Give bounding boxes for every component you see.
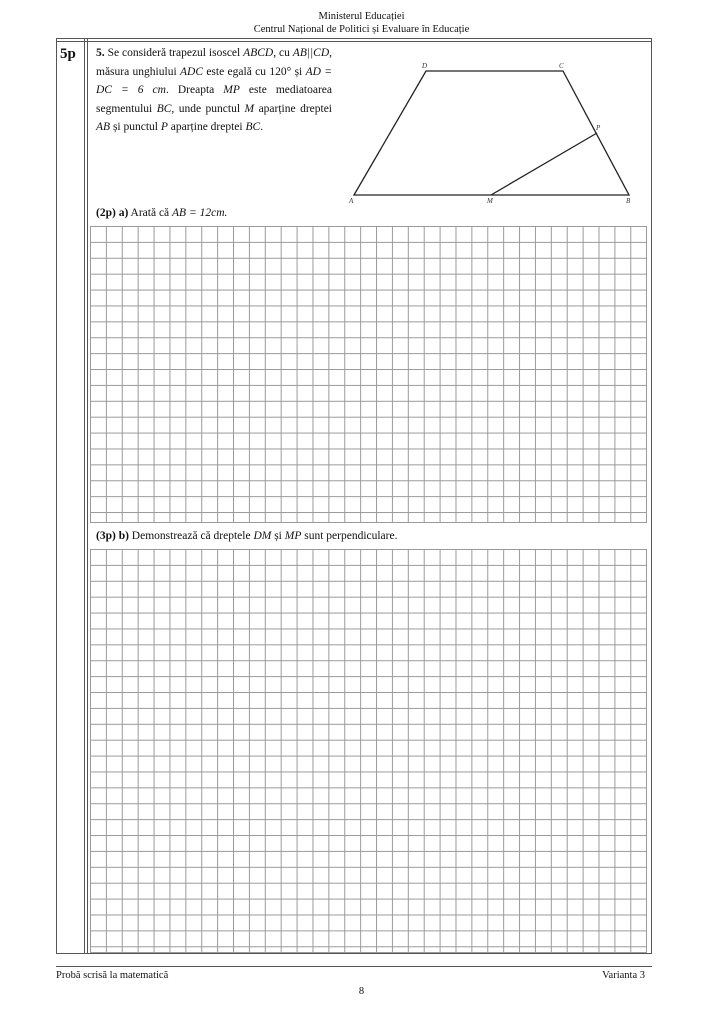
- math-angle: 120°: [269, 65, 292, 78]
- math-mp: MP: [223, 84, 240, 96]
- math-adc: ADC: [179, 65, 203, 78]
- answer-grid-b[interactable]: [90, 549, 647, 953]
- point-c-label: C: [559, 62, 564, 70]
- statement-text: și punctul: [112, 121, 158, 133]
- frame-top-border-inner: [56, 41, 652, 42]
- point-b-label: B: [626, 197, 631, 205]
- math-mp: MP: [284, 530, 302, 542]
- statement-text: Se consideră trapezul isoscel: [107, 47, 241, 59]
- math-m: M: [244, 102, 255, 115]
- math-ab: AB: [96, 121, 111, 133]
- math-ab-parallel-cd: AB||CD: [292, 47, 330, 59]
- math-dm: DM: [253, 530, 272, 542]
- point-a-label: A: [349, 197, 354, 205]
- footer-divider: [56, 966, 652, 967]
- footer-exam-name: Probă scrisă la matematică: [56, 970, 169, 981]
- math-bc: BC: [156, 102, 172, 115]
- footer-variant: Varianta 3: [602, 970, 645, 981]
- statement-text: este egală cu: [206, 65, 267, 78]
- statement-text: este mediatoarea segmentului: [96, 84, 333, 115]
- statement-text: aparține dreptei: [170, 121, 243, 133]
- part-b-letter: b): [118, 530, 129, 542]
- math-bc: BC: [245, 121, 261, 133]
- part-a-prompt: [96, 207, 227, 219]
- points-column-divider: [84, 38, 85, 953]
- trapezoid-abcd: [354, 71, 629, 195]
- part-b-text: Demonstrează că dreptele: [131, 530, 251, 542]
- statement-text: aparține dreptei: [258, 102, 333, 115]
- part-b-end: sunt perpendiculare.: [304, 530, 398, 542]
- answer-grid-a[interactable]: [90, 226, 647, 523]
- page-number: 8: [358, 986, 365, 997]
- point-d-label: D: [422, 62, 428, 70]
- center-name: Centrul Național de Politici și Evaluare în Educație: [253, 24, 470, 35]
- frame-bottom-border: [56, 953, 652, 954]
- problem-number: 5.: [96, 47, 105, 59]
- part-b-points: (3p): [96, 530, 116, 542]
- part-a-text: Arată că: [130, 207, 170, 219]
- frame-top-border: [56, 38, 652, 39]
- part-a-math: AB = 12cm.: [172, 207, 228, 219]
- points-column-divider-inner: [87, 38, 88, 953]
- part-b-and: și: [274, 530, 282, 542]
- part-a-points: (2p): [96, 207, 116, 219]
- statement-text: , măsura unghiului: [96, 47, 333, 78]
- statement-text: , unde punctul: [171, 102, 241, 115]
- page-header: [0, 10, 723, 36]
- statement-text: .: [260, 121, 264, 133]
- segment-mp: [491, 133, 597, 195]
- part-b-prompt: [96, 530, 397, 542]
- statement-text: . Dreapta: [165, 84, 215, 96]
- part-a-letter: a): [118, 207, 129, 219]
- problem-points: 5p: [60, 46, 76, 62]
- math-abcd: ABCD: [243, 47, 274, 59]
- statement-text: , cu: [273, 47, 290, 59]
- point-p-label: P: [596, 124, 601, 132]
- point-m-label: M: [487, 197, 493, 205]
- problem-statement: [96, 44, 332, 137]
- ministry-name: Ministerul Educației: [318, 11, 405, 22]
- math-p: P: [160, 121, 168, 133]
- math-ad-dc: AD = DC = 6 cm: [96, 65, 333, 96]
- trapezoid-figure: [340, 58, 640, 208]
- statement-text: și: [294, 65, 303, 78]
- frame-left-border: [56, 38, 57, 953]
- frame-right-border: [651, 38, 652, 953]
